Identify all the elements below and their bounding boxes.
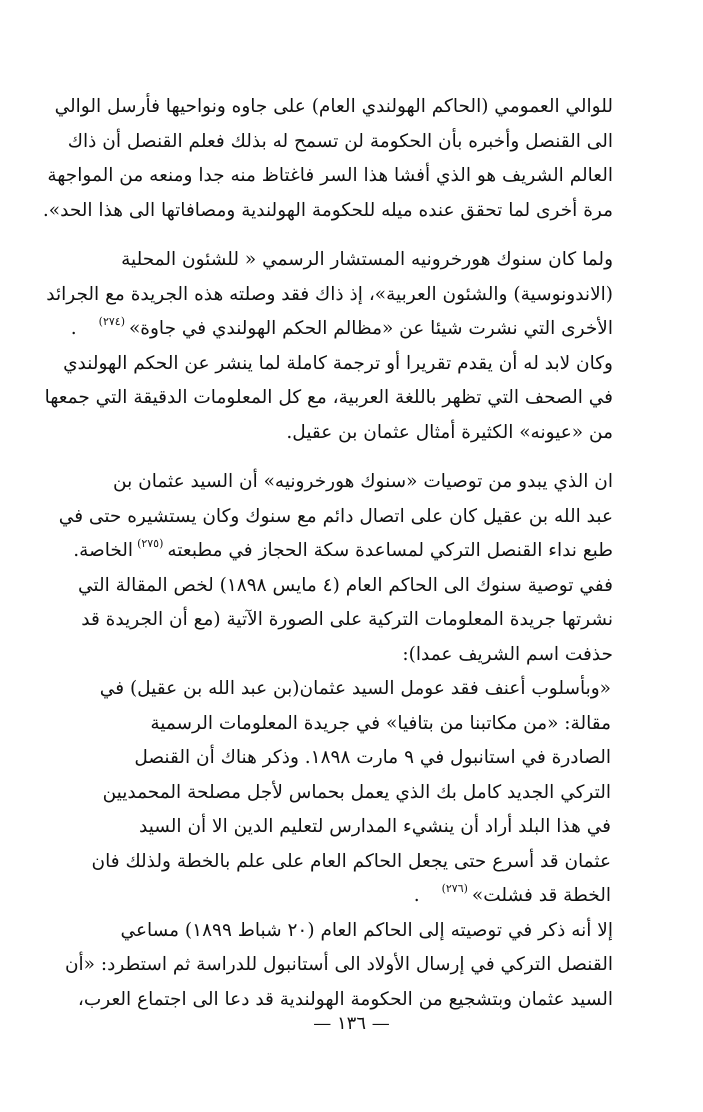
paragraph-1 <box>42 90 613 228</box>
text-line: مرة أخرى لما تحقق عنده ميله للحكومة الهولندية ومصافاتها الى هذا الحد». <box>42 199 613 221</box>
text-line: (الاندونوسية) والشئون العربية»، إذ ذاك فقد وصلته هذه الجريدة مع الجرائد <box>46 283 613 305</box>
text-line: حذفت اسم الشريف عمدا): <box>402 643 613 665</box>
paragraph-5 <box>64 914 613 1018</box>
text-line: الى القنصل وأخبره بأن الحكومة لن تسمح له بذلك فعلم القنصل أن ذاك <box>67 130 613 152</box>
sentence-end: . <box>413 885 420 906</box>
text-line: مقالة: «من مكاتبنا من بتافيا» في جريدة المعلومات الرسمية <box>150 712 611 734</box>
text-fragment: الخطة قد فشلت» <box>471 885 611 906</box>
text-line: القنصل التركي في إرسال الأولاد الى أستانبول للدراسة ثم استطرد: «أن <box>64 954 613 975</box>
paragraph-3 <box>58 465 613 672</box>
text-line: العالم الشريف هو الذي أفشا هذا السر فاغتاظ منه جدا ومنعه من المواجهة <box>47 165 613 186</box>
text-line: الصادرة في استانبول في ٩ مارت ١٨٩٨. وذكر هناك أن القنصل <box>134 747 611 768</box>
text-line: في الصحف التي تظهر باللغة العربية، مع كل المعلومات الدقيقة التي جمعها <box>44 387 613 408</box>
text-fragment: طبع نداء القنصل التركي لمساعدة سكة الحجاز في مطبعته <box>167 540 613 561</box>
text-line: «وبأسلوب أعنف فقد عومل السيد عثمان(بن عبد الله بن عقيل) في <box>99 678 611 699</box>
text-line: في هذا البلد أراد أن ينشيء المدارس لتعليم الدين الا أن السيد <box>139 816 611 837</box>
text-line: ففي توصية سنوك الى الحاكم العام (٤ مايس ١٨٩٨) لخص المقالة التي <box>77 574 613 596</box>
text-line: عبد الله بن عقيل كان على اتصال دائم مع سنوك وكان يستشيره حتى في <box>58 505 613 527</box>
text-line: ان الذي يبدو من توصيات «سنوك هورخرونيه» أن السيد عثمان بن <box>113 471 613 492</box>
text-line: وكان لابد له أن يقدم تقريرا أو ترجمة كاملة لما ينشر عن الحكم الهولندي <box>63 352 613 374</box>
text-line: السيد عثمان وبتشجيع من الحكومة الهولندية قد دعا الى اجتماع العرب، <box>77 988 613 1010</box>
text-line: إلا أنه ذكر في توصيته إلى الحاكم العام (٢٠ شباط ١٨٩٩) مساعي <box>120 919 613 941</box>
text-line-with-footnote <box>73 534 613 569</box>
text-line: نشرتها جريدة المعلومات التركية على الصورة الآتية (مع أن الجريدة قد <box>81 609 613 630</box>
text-line: للوالي العمومي (الحاكم الهولندي العام) على جاوه ونواحيها فأرسل الوالي <box>54 96 613 117</box>
paragraph-2 <box>44 243 613 450</box>
footnote-marker: (٢٧٥) <box>137 537 164 550</box>
footnote-marker: (٢٧٤) <box>98 315 125 328</box>
footnote-marker: (٢٧٦) <box>441 882 468 895</box>
text-line: من «عيونه» الكثيرة أمثال عثمان بن عقيل. <box>286 421 613 443</box>
page-number: — ١٣٦ — <box>313 1013 390 1034</box>
text-fragment: الخاصة. <box>73 540 134 561</box>
body-text <box>42 90 613 1017</box>
text-line-with-footnote <box>95 879 613 914</box>
text-line: عثمان قد أسرع حتى يجعل الحاكم العام على علم بالخطة ولذلك فان <box>91 850 611 872</box>
text-line: التركي الجديد كامل بك الذي يعمل بحماس لأجل مصلحة المحمديين <box>102 781 611 803</box>
text-line-with-footnote <box>70 312 613 347</box>
sentence-end: . <box>70 318 77 339</box>
text-line: ولما كان سنوك هورخرونيه المستشار الرسمي « للشئون المحلية <box>121 249 613 270</box>
quoted-passage <box>91 672 613 914</box>
text-fragment: الأخرى التي نشرت شيئا عن «مظالم الحكم الهولندي في جاوة» <box>128 318 613 339</box>
